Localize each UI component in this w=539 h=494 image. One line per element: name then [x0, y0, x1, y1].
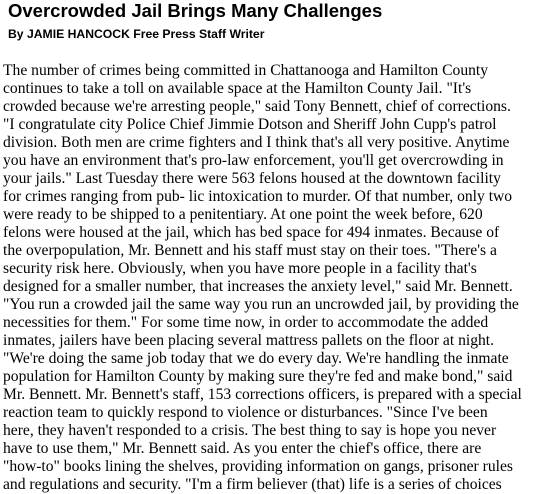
body-line: inmates, jailers have been placing several mattress pallets on the floor at night. — [3, 332, 495, 349]
body-line: and regulations and security. "I'm a firm believer (that) life is a series of choices — [3, 476, 502, 493]
body-line: your jails." Last Tuesday there were 563 felons housed at the downtown facility — [3, 170, 501, 187]
body-line: reaction team to quickly respond to violence or disturbances. "Since I've been — [3, 404, 488, 421]
body-line: were ready to be shipped to a penitentiary. At one point the week before, 620 — [3, 206, 483, 223]
body-line: security risk here. Obviously, when you have more people in a facility that's — [3, 260, 477, 277]
body-line: the overpopulation, Mr. Bennett and his staff must stay on their toes. "There's a — [3, 242, 497, 259]
body-line: crowded because we're arresting people," said Tony Bennett, chief of corrections. — [3, 98, 511, 115]
body-line: have to use them," Mr. Bennett said. As you enter the chief's office, there are — [3, 440, 482, 457]
body-line: "how-to" books lining the shelves, providing information on gangs, prisoner rules — [3, 458, 513, 475]
body-line: "I congratulate city Police Chief Jimmie Dotson and Sheriff John Cupp's patrol — [3, 116, 497, 133]
body-line: for crimes ranging from pub- lic intoxication to murder. Of that number, only two — [3, 188, 513, 205]
article-headline: Overcrowded Jail Brings Many Challenges — [8, 0, 383, 21]
body-line: population for Hamilton County by making sure they're fed and make bond," said — [3, 368, 513, 385]
body-line: felons were housed at the jail, which has bed space for 494 inmates. Because of — [3, 224, 500, 241]
body-line: you have an environment that's pro-law enforcement, you'll get overcrowding in — [3, 152, 504, 169]
body-line: division. Both men are crime fighters and I think that's all very positive. Anytime — [3, 134, 510, 151]
body-line: necessities for them." For some time now, in order to accommodate the added — [3, 314, 489, 331]
body-line: here, they haven't responded to a crisis. The best thing to say is hope you never — [3, 422, 497, 439]
body-line: "We're doing the same job today that we do every day. We're handling the inmate — [3, 350, 509, 367]
article-byline: By JAMIE HANCOCK Free Press Staff Writer — [8, 27, 265, 41]
body-line: designed for a smaller number, that increases the anxiety level," said Mr. Bennett. — [3, 278, 513, 295]
body-line: The number of crimes being committed in Chattanooga and Hamilton County — [3, 62, 489, 79]
body-line: "You run a crowded jail the same way you run an uncrowded jail, by providing the — [3, 296, 519, 313]
body-line: Mr. Bennett. Mr. Bennett's staff, 153 corrections officers, is prepared with a special — [3, 386, 522, 403]
body-line: continues to take a toll on available space at the Hamilton County Jail. "It's — [3, 80, 472, 97]
article-body — [3, 62, 539, 494]
